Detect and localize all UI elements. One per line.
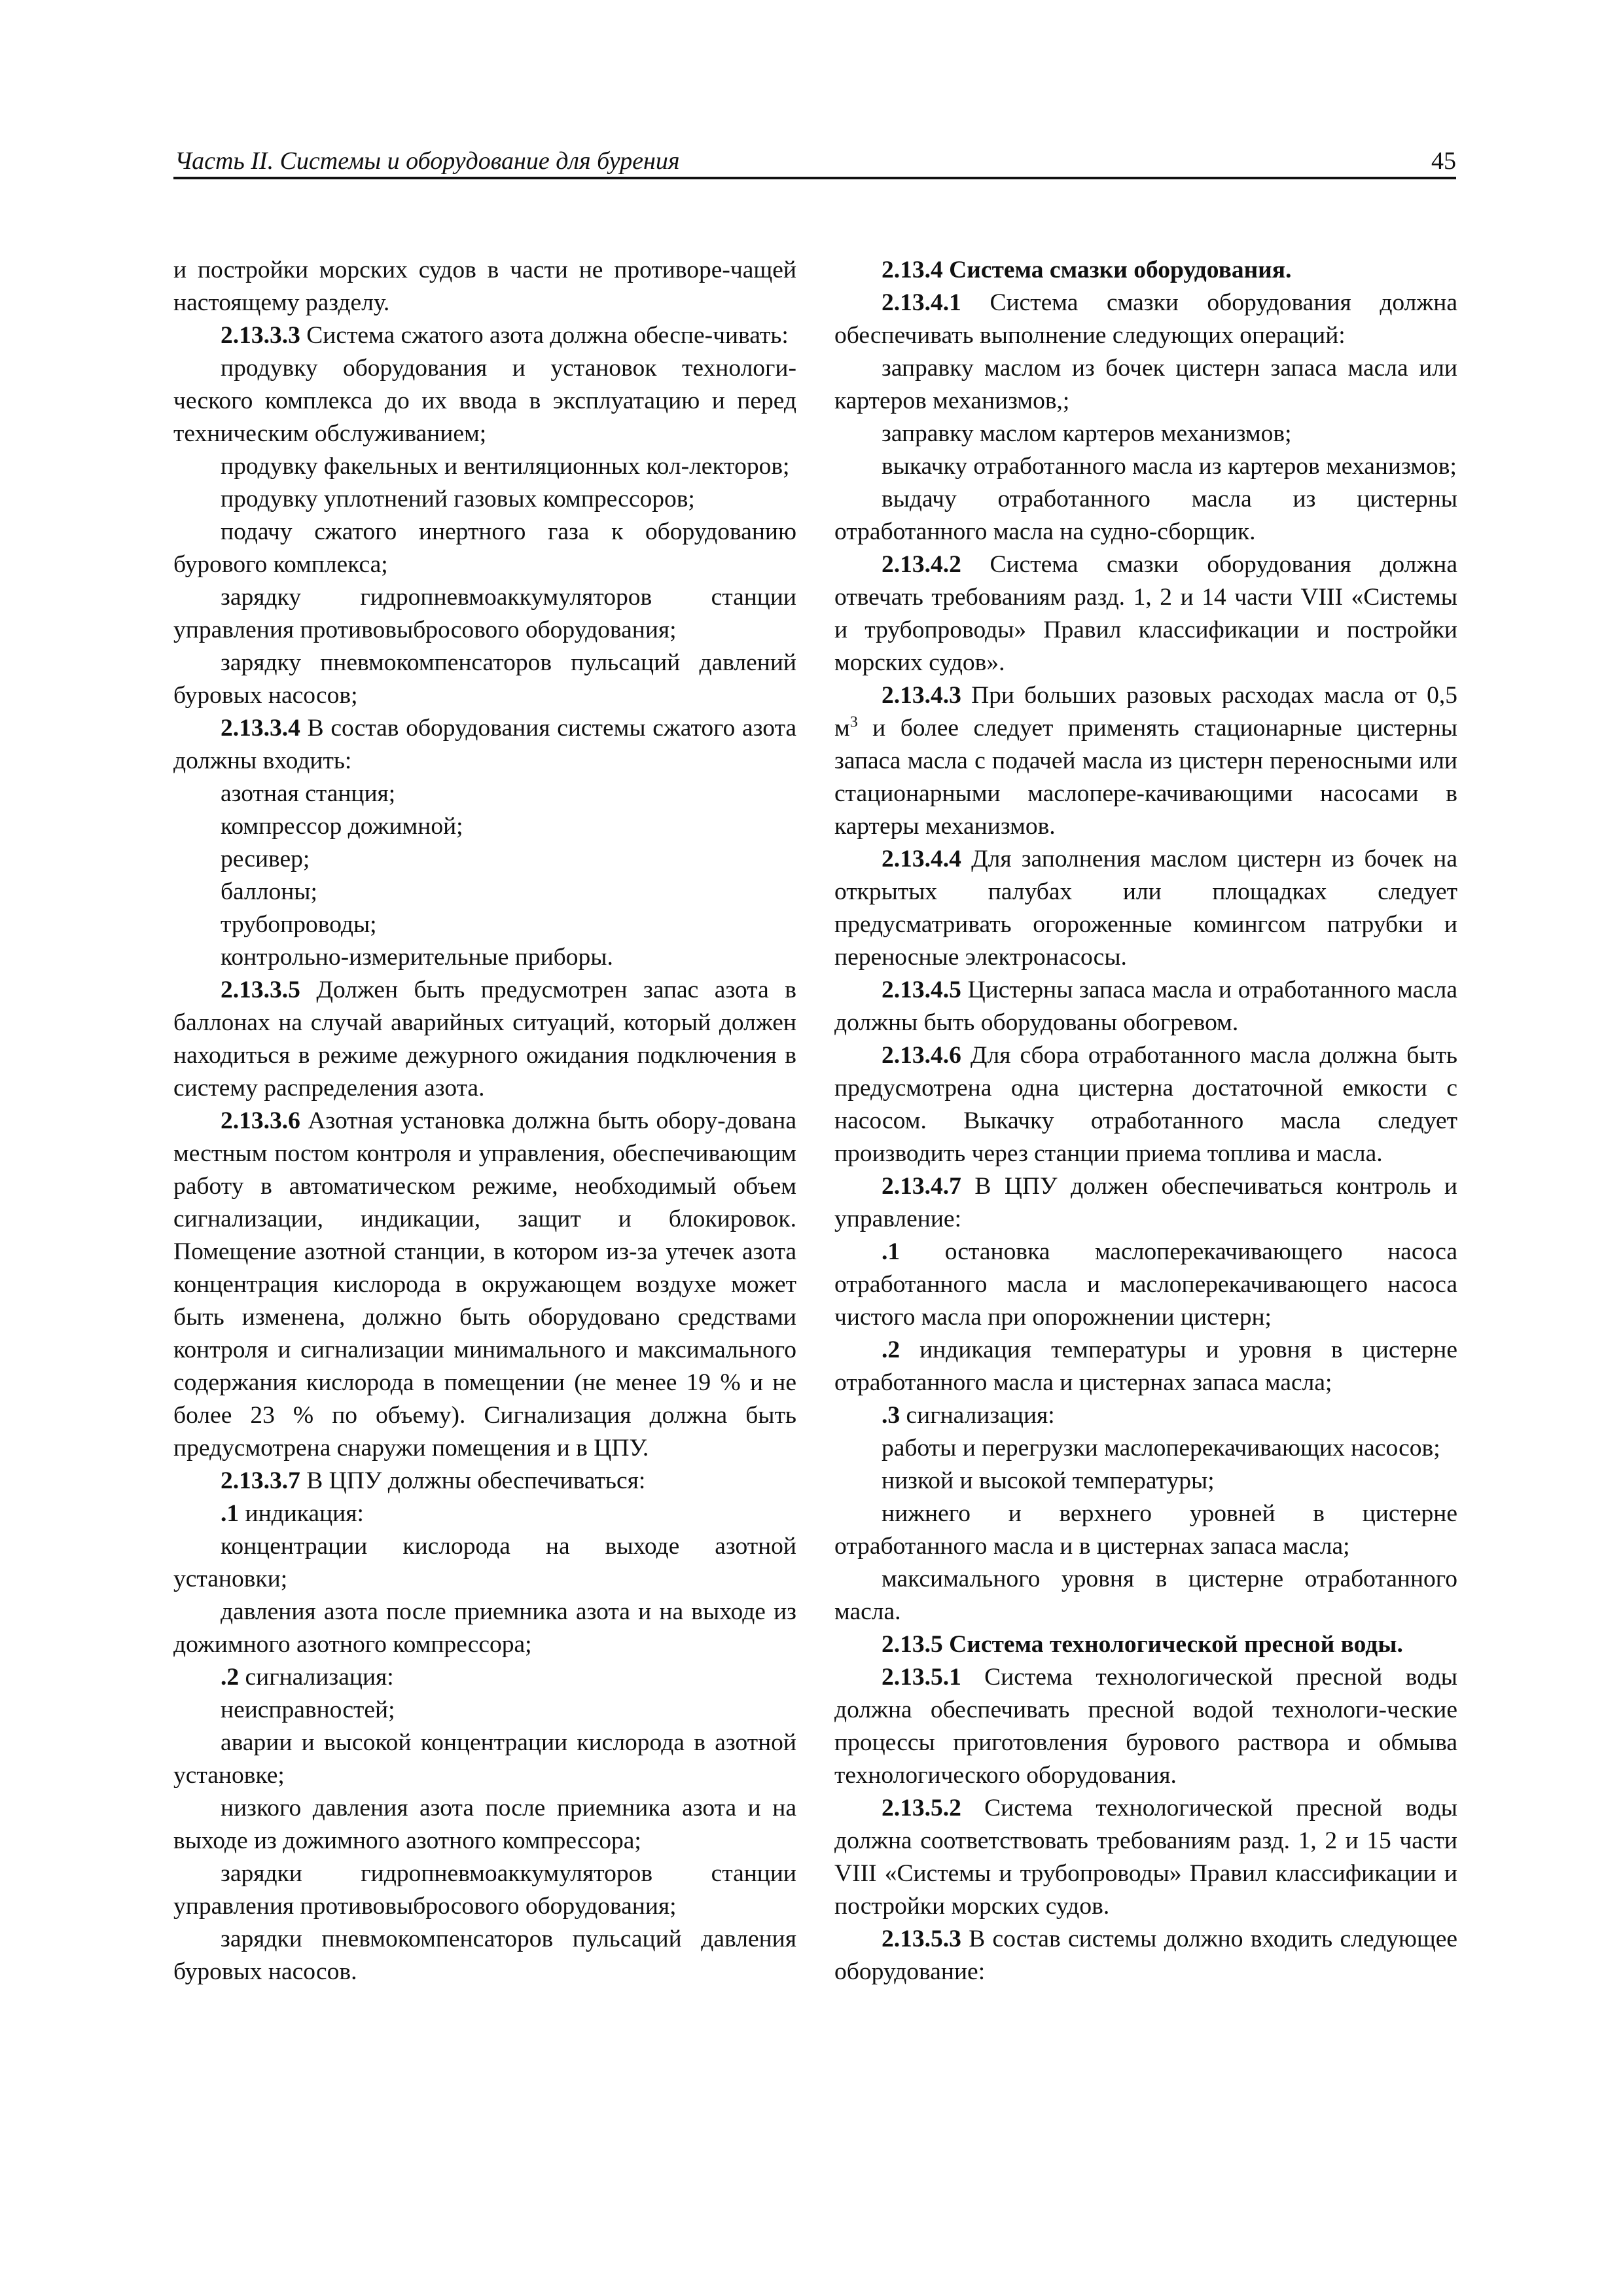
paragraph: выдачу отработанного масла из цистерны отработанного масла на судно-сборщик.	[834, 486, 1457, 545]
paragraph: низкого давления азота после приемника азота и на выходе из дожимного азотного компрессора;	[173, 1795, 796, 1854]
paragraph: 2.13.4.7 В ЦПУ должен обеспечиваться контроль и управление:	[834, 1173, 1457, 1232]
clause-number: 2.13.3.5	[221, 977, 300, 1003]
page-number: 45	[1431, 147, 1456, 175]
paragraph: продувку оборудования и установок технологи-ческого комплекса до их ввода в эксплуатацию и перед техническим обслуживанием;	[173, 355, 796, 447]
paragraph: заправку маслом из бочек цистерн запаса масла или картеров механизмов,;	[834, 355, 1457, 414]
paragraph: давления азота после приемника азота и на выходе из дожимного азотного компрессора;	[173, 1598, 796, 1658]
paragraph: азотная станция;	[221, 780, 396, 807]
paragraph: продувку факельных и вентиляционных кол-лекторов;	[221, 453, 790, 480]
paragraph: ресивер;	[221, 846, 310, 872]
paragraph: 2.13.5.2 Система технологической пресной воды должна соответствовать требованиям разд. 1, 2 и 15 части VIII «Системы и трубопроводы» Правил классификации и постройки морских судов.	[834, 1795, 1457, 1920]
paragraph: баллоны;	[221, 878, 317, 905]
clause-number: 2.13.4.3	[882, 682, 961, 709]
paragraph: 2.13.4.1 Система смазки оборудования должна обеспечивать выполнение следующих операций:	[834, 289, 1457, 349]
clause-number: .1	[221, 1500, 240, 1527]
clause-number: 2.13.5.1	[882, 1664, 961, 1691]
left-column	[173, 254, 796, 1988]
paragraph: 2.13.4.4 Для заполнения маслом цистерн из бочек на открытых палубах или площадках следует предусматривать огороженные комингсом патрубки и переносные электронасосы.	[834, 846, 1457, 971]
clause-number: 2.13.4.2	[882, 551, 961, 578]
clause-number: 2.13.5.3	[882, 1926, 961, 1952]
paragraph: 2.13.3.3 Система сжатого азота должна обеспе-чивать:	[221, 322, 789, 349]
paragraph: .1 индикация:	[221, 1500, 364, 1527]
paragraph: трубопроводы;	[221, 911, 377, 938]
clause-number: 2.13.4.7	[882, 1173, 961, 1200]
paragraph: выкачку отработанного масла из картеров механизмов;	[882, 453, 1457, 480]
paragraph: неисправностей;	[221, 1696, 395, 1723]
running-header	[173, 145, 1456, 179]
paragraph: зарядки пневмокомпенсаторов пульсаций давления буровых насосов.	[173, 1926, 796, 1985]
paragraph: низкой и высокой температуры;	[882, 1467, 1215, 1494]
paragraph: зарядку гидропневмоаккумуляторов станции управления противовыбросового оборудования;	[173, 584, 796, 643]
clause-number: 2.13.4.5	[882, 977, 961, 1003]
paragraph: 2.13.3.4 В состав оборудования системы сжатого азота должны входить:	[173, 715, 796, 774]
paragraph: концентрации кислорода на выходе азотной установки;	[173, 1533, 796, 1592]
clause-number: .2	[221, 1664, 240, 1691]
paragraph: 2.13.4.5 Цистерны запаса масла и отработанного масла должны быть оборудованы обогревом.	[834, 977, 1457, 1036]
paragraph: 2.13.5.3 В состав системы должно входить следующее оборудование:	[834, 1926, 1457, 1985]
paragraph: работы и перегрузки маслоперекачивающих насосов;	[882, 1435, 1440, 1462]
paragraph: 2.13.3.7 В ЦПУ должны обеспечиваться:	[221, 1467, 646, 1494]
paragraph: 2.13.3.6 Азотная установка должна быть обору-дована местным постом контроля и управления, обеспечивающим работу в автоматическом режиме, необходимый объем сигнализации, индикации, защит и блокировок. Помещение азотной станции, в котором из-за утечек азота концентрация кислорода в окружающем воздухе может быть изменена, должно быть оборудовано средствами контроля и сигнализации минимального и максимального содержания кислорода в помещении (не менее 19 % и не более 23 % по объему). Сигнализация должна быть предусмотрена снаружи помещения и в ЦПУ.	[173, 1107, 796, 1462]
clause-number: 2.13.4.1	[882, 289, 961, 316]
paragraph: зарядки гидропневмоаккумуляторов станции управления противовыбросового оборудования;	[173, 1860, 796, 1920]
paragraph: 2.13.4.2 Система смазки оборудования должна отвечать требованиям разд. 1, 2 и 14 части VIII «Системы и трубопроводы» Правил классификации и постройки морских судов».	[834, 551, 1457, 676]
paragraph: .1 остановка маслоперекачивающего насоса отработанного масла и маслоперекачивающего насоса чистого масла при опорожнении цистерн;	[834, 1238, 1457, 1331]
paragraph: компрессор дожимной;	[221, 813, 463, 840]
paragraph: аварии и высокой концентрации кислорода в азотной установке;	[173, 1729, 796, 1789]
paragraph: .3 сигнализация:	[882, 1402, 1055, 1429]
section-heading: 2.13.5 Система технологической пресной воды.	[882, 1631, 1403, 1658]
paragraph: 2.13.5.1 Система технологической пресной воды должна обеспечивать пресной водой технологи-ческие процессы приготовления бурового раствора и обмыва технологического оборудования.	[834, 1664, 1457, 1789]
paragraph: 2.13.4.6 Для сбора отработанного масла должна быть предусмотрена одна цистерна достаточной емкости с насосом. Выкачку отработанного масла следует производить через станции приема топлива и масла.	[834, 1042, 1457, 1167]
paragraph: максимального уровня в цистерне отработанного масла.	[834, 1566, 1457, 1625]
clause-number: 2.13.3.4	[221, 715, 300, 742]
paragraph: 2.13.4.3 При больших разовых расходах масла от 0,5 $м^3$ и более следует применять стационарные цистерны запаса масла с подачей масла из цистерн переносными или стационарными маслопере-качивающими насосами в картеры механизмов.	[834, 682, 1457, 840]
paragraph: .2 сигнализация:	[221, 1664, 394, 1691]
paragraph: подачу сжатого инертного газа к оборудованию бурового комплекса;	[173, 518, 796, 578]
clause-number: 2.13.5.2	[882, 1795, 961, 1821]
paragraph: нижнего и верхнего уровней в цистерне отработанного масла и в цистернах запаса масла;	[834, 1500, 1457, 1560]
clause-number: 2.13.3.3	[221, 322, 300, 349]
paragraph: зарядку пневмокомпенсаторов пульсаций давлений буровых насосов;	[173, 649, 796, 709]
paragraph: продувку уплотнений газовых компрессоров;	[221, 486, 695, 512]
paragraph: 2.13.3.5 Должен быть предусмотрен запас азота в баллонах на случай аварийных ситуаций, который должен находиться в режиме дежурного ожидания подключения в систему распределения азота.	[173, 977, 796, 1102]
clause-number: 2.13.4.6	[882, 1042, 961, 1069]
paragraph: заправку маслом картеров механизмов;	[882, 420, 1292, 447]
paragraph: и постройки морских судов в части не противоре-чащей настоящему разделу.	[173, 257, 796, 316]
clause-number: .2	[882, 1336, 901, 1363]
section-heading: 2.13.4 Система смазки оборудования.	[882, 257, 1292, 283]
paragraph: .2 индикация температуры и уровня в цистерне отработанного масла и цистернах запаса масла;	[834, 1336, 1457, 1396]
running-title: Часть II. Системы и оборудование для бурения	[175, 147, 680, 175]
right-column	[834, 254, 1457, 1988]
clause-number: 2.13.4.4	[882, 846, 961, 872]
clause-number: 2.13.3.7	[221, 1467, 300, 1494]
clause-number: 2.13.3.6	[221, 1107, 300, 1134]
clause-number: .3	[882, 1402, 901, 1429]
clause-number: .1	[882, 1238, 901, 1265]
paragraph: контрольно-измерительные приборы.	[221, 944, 613, 971]
